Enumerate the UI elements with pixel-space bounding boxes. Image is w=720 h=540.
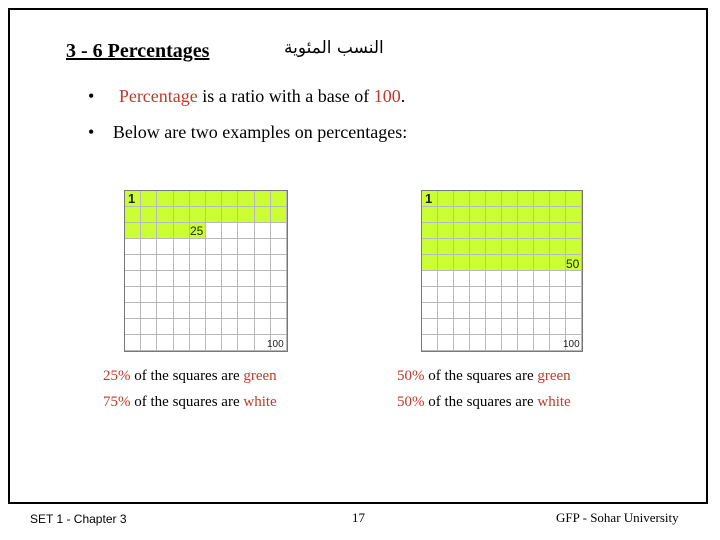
- grid-cell-green: [534, 207, 550, 223]
- bullet-dot: •: [88, 86, 95, 106]
- grid-cell-white: [454, 271, 470, 287]
- grid-cell-white: [222, 223, 238, 239]
- grid-cell-white: [454, 303, 470, 319]
- hundred-grid-25: [124, 190, 288, 352]
- grid-cell-white: [518, 271, 534, 287]
- grid-cell-white: [222, 319, 238, 335]
- grid-cell-white: [486, 271, 502, 287]
- grid-cell-green: [566, 223, 582, 239]
- grid-cell-white: [222, 255, 238, 271]
- footer-right: GFP - Sohar University: [556, 510, 679, 525]
- percent-value: 50%: [397, 394, 425, 410]
- caption-line-white: [397, 389, 571, 415]
- grid-cell-white: [534, 303, 550, 319]
- grid-cell-green: [157, 223, 173, 239]
- grid-cell-green: [454, 207, 470, 223]
- grid-cell-white: [125, 239, 141, 255]
- grid-cell-green: [454, 239, 470, 255]
- footer-left: SET 1 - Chapter 3: [30, 512, 127, 526]
- term-percentage: Percentage: [118, 86, 198, 106]
- grid-cell-white: [255, 319, 271, 335]
- grid-cell-green: [157, 191, 173, 207]
- grid-cell-green: [502, 223, 518, 239]
- caption-text: of the squares are: [130, 394, 244, 410]
- caption-text: of the squares are: [424, 368, 538, 384]
- grid-cell-white: [271, 255, 287, 271]
- grid-cell-white: [438, 271, 454, 287]
- grid-cell-green: [518, 223, 534, 239]
- grid-cell-white: [518, 303, 534, 319]
- grid-cell-white: [190, 271, 206, 287]
- grid-cell-green: [502, 239, 518, 255]
- grid-cell-green: [222, 191, 238, 207]
- grid-cell-green: [502, 191, 518, 207]
- grid-cell-white: [206, 271, 222, 287]
- grid-cell-green: [550, 255, 566, 271]
- grid-cell-green: [174, 191, 190, 207]
- grid-cell-white: [566, 319, 582, 335]
- grid-cell-white: [271, 239, 287, 255]
- grid-cell-white: [157, 303, 173, 319]
- grid-cell-green: [486, 191, 502, 207]
- grid-cell-white: [271, 303, 287, 319]
- grid-cell-white: [174, 287, 190, 303]
- grid-cell-white: [206, 287, 222, 303]
- grid-cell-green: [422, 239, 438, 255]
- caption-example-2: [397, 363, 571, 415]
- grid-cell-green: [271, 191, 287, 207]
- grid-cell-white: [141, 271, 157, 287]
- grid-cell-white: [271, 271, 287, 287]
- grid-cell-white: [255, 271, 271, 287]
- grid-cell-green: [125, 207, 141, 223]
- grid-label-mid: 50: [566, 257, 580, 271]
- grid-cell-white: [422, 303, 438, 319]
- grid-cell-white: [271, 223, 287, 239]
- grid-cell-green: [238, 191, 254, 207]
- caption-example-1: [103, 363, 277, 415]
- grid-cell-green: [438, 191, 454, 207]
- grid-cell-white: [206, 239, 222, 255]
- grid-cell-white: [190, 319, 206, 335]
- grid-cell-white: [518, 319, 534, 335]
- grid-cell-green: [486, 239, 502, 255]
- grid-label-mid: 25: [190, 224, 204, 238]
- grid-cell-white: [174, 255, 190, 271]
- grid-cell-white: [502, 335, 518, 351]
- grid-cell-white: [550, 303, 566, 319]
- grid-cell-green: [486, 207, 502, 223]
- grid-cell-green: [222, 207, 238, 223]
- grid-cell-white: [502, 303, 518, 319]
- grid-cell-white: [174, 335, 190, 351]
- grid-cell-white: [238, 255, 254, 271]
- grid-cell-white: [222, 335, 238, 351]
- grid-cell-white: [190, 239, 206, 255]
- grid-cell-green: [566, 191, 582, 207]
- grid-cell-white: [470, 335, 486, 351]
- grid-cell-white: [125, 255, 141, 271]
- grid-cell-white: [174, 271, 190, 287]
- grid-cell-white: [534, 287, 550, 303]
- grid-cell-white: [271, 287, 287, 303]
- grid-cell-white: [486, 287, 502, 303]
- grid-cell-white: [238, 319, 254, 335]
- grid-cell-green: [470, 223, 486, 239]
- grid-cell-green: [255, 191, 271, 207]
- grid-cell-green: [125, 223, 141, 239]
- grid-cell-white: [238, 335, 254, 351]
- grid-cell-white: [438, 335, 454, 351]
- caption-text: of the squares are: [424, 394, 538, 410]
- grid-cell-white: [141, 255, 157, 271]
- grid-cell-white: [222, 303, 238, 319]
- grid-cell-green: [174, 207, 190, 223]
- grid-cell-white: [190, 335, 206, 351]
- grid-cell-green: [550, 239, 566, 255]
- grid-cell-green: [438, 207, 454, 223]
- grid-cell-white: [271, 319, 287, 335]
- grid-cell-white: [157, 319, 173, 335]
- grid-cell-white: [141, 239, 157, 255]
- grid-cell-white: [486, 335, 502, 351]
- percent-value: 75%: [103, 394, 131, 410]
- grid-cell-white: [157, 287, 173, 303]
- grid-cell-white: [222, 287, 238, 303]
- grid-cell-green: [422, 207, 438, 223]
- color-word: green: [243, 368, 277, 384]
- grid-cell-white: [438, 287, 454, 303]
- grid-cell-white: [518, 335, 534, 351]
- grid-cell-green: [422, 223, 438, 239]
- grid-cell-green: [470, 207, 486, 223]
- color-word: green: [537, 368, 571, 384]
- grid-cell-green: [190, 207, 206, 223]
- grid-cell-white: [534, 271, 550, 287]
- grid-cell-green: [470, 239, 486, 255]
- grid-cell-green: [454, 191, 470, 207]
- grid-cell-white: [255, 239, 271, 255]
- grid-cell-white: [454, 287, 470, 303]
- grid-cell-white: [518, 287, 534, 303]
- grid-cell-green: [141, 191, 157, 207]
- grid-cell-green: [271, 207, 287, 223]
- grid-label-last: 100: [267, 339, 284, 350]
- grid-cell-green: [238, 207, 254, 223]
- grid-cell-green: [502, 207, 518, 223]
- bullet-dot: •: [88, 122, 95, 142]
- grid-cell-green: [534, 255, 550, 271]
- grid-cell-green: [502, 255, 518, 271]
- grid-cell-white: [422, 271, 438, 287]
- grid-cell-white: [238, 271, 254, 287]
- grid-cell-white: [174, 319, 190, 335]
- bullet-2-text: Below are two examples on percentages:: [112, 122, 408, 142]
- grid-cell-white: [190, 303, 206, 319]
- grid-cell-white: [141, 319, 157, 335]
- grid-cell-green: [534, 223, 550, 239]
- grid-cell-white: [125, 271, 141, 287]
- grid-cell-green: [550, 223, 566, 239]
- grid-cell-green: [157, 207, 173, 223]
- grid-cell-green: [486, 255, 502, 271]
- grid-cell-white: [534, 319, 550, 335]
- grid-cell-white: [502, 271, 518, 287]
- grid-cell-white: [470, 287, 486, 303]
- grid-cell-white: [238, 239, 254, 255]
- grid-cell-white: [206, 335, 222, 351]
- grid-cell-green: [422, 255, 438, 271]
- grid-cell-white: [141, 335, 157, 351]
- grid-cell-white: [125, 303, 141, 319]
- grid-cell-green: [438, 239, 454, 255]
- page-number: 17: [352, 510, 365, 525]
- grid-cell-white: [238, 303, 254, 319]
- grid-label-last: 100: [563, 339, 580, 350]
- grid-cell-white: [206, 303, 222, 319]
- grid-cell-white: [470, 319, 486, 335]
- grid-cell-white: [157, 255, 173, 271]
- bullet-2: [88, 122, 407, 143]
- grid-cell-white: [206, 319, 222, 335]
- grid-cell-white: [174, 303, 190, 319]
- grid-cell-white: [255, 223, 271, 239]
- slide-frame: [8, 8, 708, 504]
- grid-cell-white: [255, 255, 271, 271]
- grid-cell-white: [422, 335, 438, 351]
- grid-cell-green: [486, 223, 502, 239]
- grid-cell-white: [238, 223, 254, 239]
- grid-cell-white: [157, 335, 173, 351]
- grid-cell-green: [550, 207, 566, 223]
- grid-cell-green: [454, 223, 470, 239]
- grid-cell-white: [550, 271, 566, 287]
- grid-cell-green: [566, 207, 582, 223]
- grid-cell-white: [550, 319, 566, 335]
- grid-cell-green: [518, 207, 534, 223]
- grid-cell-green: [438, 223, 454, 239]
- grid-cell-white: [141, 287, 157, 303]
- grid-cell-green: [534, 191, 550, 207]
- grid-cell-green: [550, 191, 566, 207]
- grid-cell-green: [174, 223, 190, 239]
- grid-cell-white: [470, 303, 486, 319]
- arabic-title: النسب المئوية: [284, 38, 384, 58]
- grid-cell-white: [566, 303, 582, 319]
- slide-title: 3 - 6 Percentages: [66, 40, 210, 62]
- grid-cell-green: [518, 191, 534, 207]
- grid-cell-white: [502, 287, 518, 303]
- grid-cell-green: [470, 191, 486, 207]
- grid-cell-green: [566, 239, 582, 255]
- caption-text: of the squares are: [130, 368, 244, 384]
- grid-label-first: 1: [128, 191, 136, 206]
- color-word: white: [537, 394, 571, 410]
- grid-cell-white: [438, 319, 454, 335]
- grid-cell-green: [534, 239, 550, 255]
- grid-cell-green: [518, 239, 534, 255]
- grid-cell-green: [438, 255, 454, 271]
- base-number: 100: [373, 86, 401, 106]
- grid-cell-white: [238, 287, 254, 303]
- grid-cell-white: [566, 271, 582, 287]
- grid-cell-white: [125, 287, 141, 303]
- grid-cell-white: [190, 287, 206, 303]
- grid-cell-green: [206, 207, 222, 223]
- grid-cell-white: [255, 287, 271, 303]
- percent-value: 50%: [397, 368, 425, 384]
- grid-cell-white: [454, 335, 470, 351]
- caption-line-green: [103, 363, 277, 389]
- grid-cell-white: [157, 271, 173, 287]
- percent-value: 25%: [103, 368, 131, 384]
- color-word: white: [243, 394, 277, 410]
- grid-cell-white: [222, 239, 238, 255]
- grid-label-first: 1: [425, 191, 433, 206]
- grid-cell-green: [518, 255, 534, 271]
- grid-cell-white: [157, 239, 173, 255]
- grid-cell-green: [141, 223, 157, 239]
- grid-cell-white: [190, 255, 206, 271]
- grid-cell-green: [190, 191, 206, 207]
- grid-cell-white: [206, 223, 222, 239]
- grid-cell-white: [125, 319, 141, 335]
- grid-cell-green: [141, 207, 157, 223]
- grid-cell-green: [470, 255, 486, 271]
- grid-cell-white: [125, 335, 141, 351]
- grid-cell-white: [486, 303, 502, 319]
- grid-cell-white: [422, 319, 438, 335]
- bullet-1-text: is a ratio with a base of: [197, 86, 374, 106]
- grid-cell-white: [534, 335, 550, 351]
- grid-cell-white: [486, 319, 502, 335]
- grid-cell-white: [422, 287, 438, 303]
- caption-line-white: [103, 389, 277, 415]
- grid-cell-white: [255, 303, 271, 319]
- grid-cell-white: [454, 319, 470, 335]
- grid-cell-white: [141, 303, 157, 319]
- bullet-1-end: .: [400, 86, 406, 106]
- bullet-1: [88, 86, 405, 107]
- grid-cell-white: [470, 271, 486, 287]
- hundred-grid-50: [421, 190, 583, 352]
- grid-cell-green: [255, 207, 271, 223]
- caption-line-green: [397, 363, 571, 389]
- grid-cell-green: [454, 255, 470, 271]
- grid-cell-white: [222, 271, 238, 287]
- grid-cell-white: [174, 239, 190, 255]
- grid-cell-white: [206, 255, 222, 271]
- grid-cell-white: [550, 287, 566, 303]
- grid-cell-white: [566, 287, 582, 303]
- grid-cell-green: [206, 191, 222, 207]
- grid-cell-white: [502, 319, 518, 335]
- grid-cell-white: [438, 303, 454, 319]
